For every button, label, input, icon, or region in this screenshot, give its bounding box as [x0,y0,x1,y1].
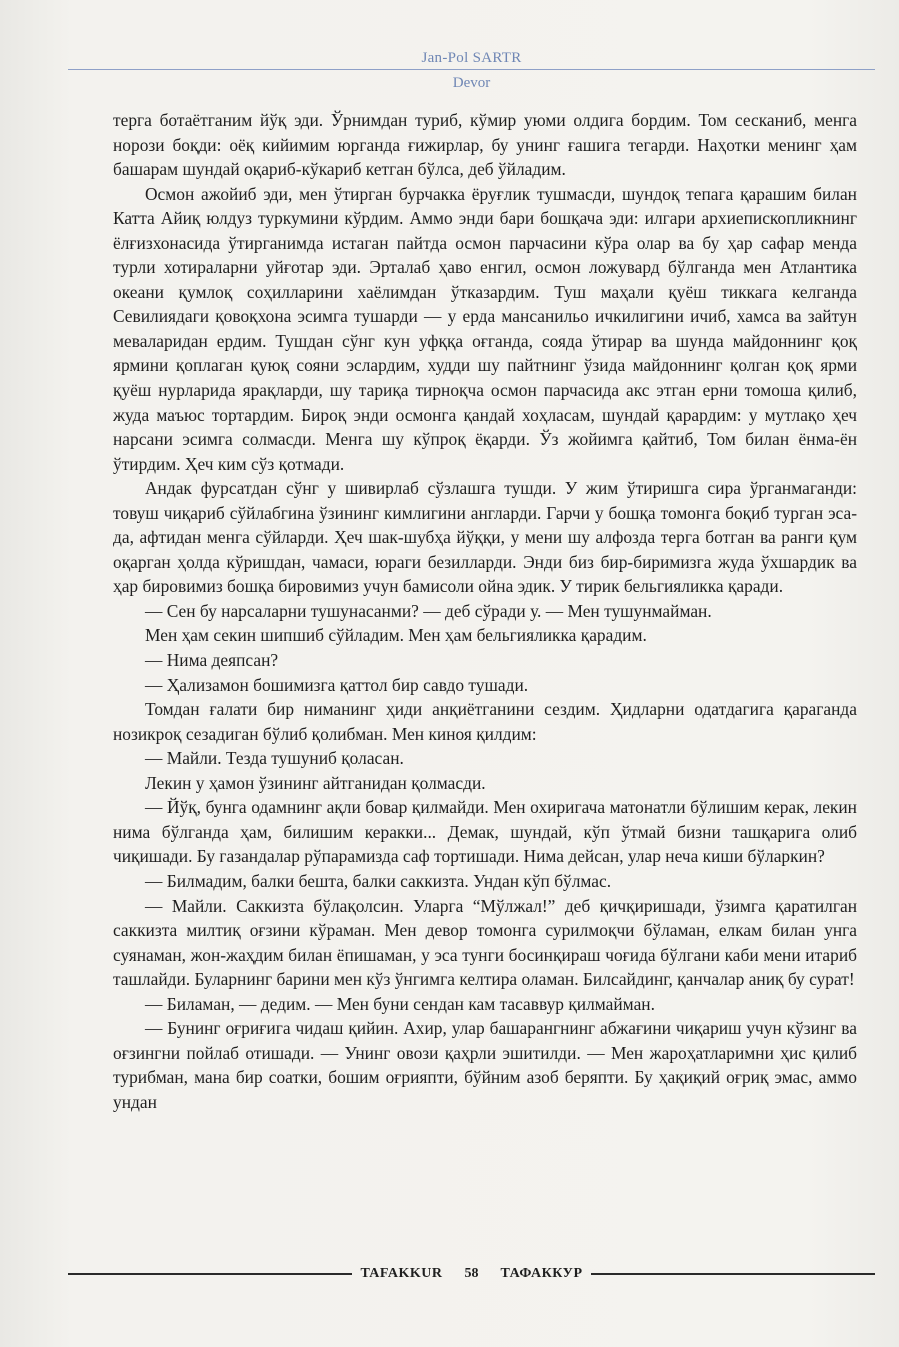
paragraph: Мен ҳам секин шипшиб сўйладим. Мен ҳам бельгияликка қарадим. [145,625,647,646]
dialogue-line: — Билмадим, балки бешта, балки саккизта. Ундан кўп бўлмас. [145,870,612,891]
footer-label-cyrillic: ТАФАККУР [500,1266,583,1281]
footer-rule-right [591,1273,875,1275]
header-book-title: Devor [452,75,491,91]
dialogue-line: — Нима деяпсан? [145,650,279,671]
dialogue-line: — Йўқ, бунга одамнинг ақли бовар қилмайди. Мен охиригача матонатли бўлишим керак, лекин нима бўлганда ҳам, билишим керакки... Демак, шундай, кўп ўтмай бизни ташқарига олиб чиқишади. Бу газандалар рўпарамизда саф тортишади. Нима дейсан, улар неча киши бўларкин? [113,797,857,867]
dialogue-line: — Майли. Саккизта бўлақолсин. Уларга “Мўлжал!” деб қичқиришади, ўзимга қаратилган саккизта милтиқ оғзини кўраман. Мен девор томонга сурилмоқчи бўламан, елкам билан унга суянаман, жон-жаҳдим билан ёпишаман, у эса тунги босинқираш чоғида бўлгани каби мени итариб ташлайди. Буларнинг барини мен кўз ўнгимга келтира оламан. Билсайдинг, қанчалар аниқ бу сурат! [113,895,857,990]
dialogue-line: — Сен бу нарсаларни тушунасанми? — деб сўради у. — Мен тушунмайман. [145,600,712,621]
paragraph: Лекин у ҳамон ўзининг айтганидан қолмасди. [145,772,486,793]
paragraph: Осмон ажойиб эди, мен ўтирган бурчакка ёруғлик тушмасди, шундоқ тепага қарашим билан Катта Айиқ юлдуз туркумини кўрдим. Аммо энди бари бошқача эди: илгари архиепископликнинг ёлғизхонасида ўтирганимда истаган пайтда осмон парчасини кўра олар ва бу ҳар сафар менда турли хотираларни уйғотар эди. Эрталаб ҳаво енгил, осмон ложувард бўлганда мен Атлантика океани қумлоқ соҳилларини хаёлимдан ўтказардим. Туш маҳали қуёш тиккага келганда Севилиядаги қовоқхона эсимга тушарди — у ерда мансанильо ичкилигини ичиб, хамса ва зайтун меваларидан ердим. Тушдан сўнг кун уфққа оғганда, сояда ўтирар ва шунда майдоннинг қоқ ярмини қоплаган қуюқ сояни эслардим, худди шу пайтнинг ўзида майдоннинг қолган қоқ ярми қуёш нурларида ярақларди, шу тариқа тирноқча осмон парчасида акс этган ерни томоша қилиб, жуда маъюс тортардим. Бироқ энди осмонга қандай хоҳласам, шундай қарардим: у мутлақо ҳеч нарсани эсимга солмасди. Менга шу кўпроқ ёқарди. Ўз жойимга қайтиб, Том билан ёнма-ён ўтирдим. Ҳеч ким сўз қотмади. [113,183,857,474]
running-footer [68,1262,875,1286]
dialogue-line: — Майли. Тезда тушуниб қоласан. [145,748,404,769]
paragraph: терга ботаётганим йўқ эди. Ўрнимдан туриб, кўмир уюми олдига бордим. Том сесканиб, менга норози боқди: оёқ кийимим юрганда ғижирлар, бу унинг ғашига тегарди. Наҳотки менинг ҳам башарам шундай оқариб-кўкариб кетган бўлса, деб ўйладим. [113,110,857,180]
page-number: 58 [464,1266,479,1281]
header-author: Jan-Pol SARTR [421,50,522,66]
paragraph: Андак фурсатдан сўнг у шивирлаб сўзлашга тушди. У жим ўтиришга сира ўрганмаганди: товуш чиқариб сўйлабгина ўзининг кимлигини англарди. Гарчи у бошқа томонга боқиб турган эса-да, афтидан менга сўйларди. Ҳеч шак-шубҳа йўққи, у мени шу алфозда терга ботган ва ранги қум оқарган ҳолда кўришдан, чамаси, юраги безилларди. Энди биз бир-биримизга жуда ўхшардик ва ҳар бировимиз бошқа бировимиз учун бамисоли ойна эдик. У тирик бельгияликка қаради. [113,478,857,597]
running-header [68,48,875,93]
footer-rule-left [68,1273,352,1275]
footer-label-latin: TAFAKKUR [360,1266,443,1281]
paragraph: Томдан ғалати бир ниманинг ҳиди анқиётганини сездим. Ҳидларни одатдагига қараганда нозикроқ сезадиган бўлиб қолибман. Мен киноя қилдим: [113,699,857,744]
body-text [113,108,857,1114]
dialogue-line: — Бунинг оғриғига чидаш қийин. Ахир, улар башарангнинг абжағини чиқариш учун кўзинг ва оғзингни пойлаб отишади. — Унинг овози қаҳрли эшитилди. — Мен жароҳатларимни ҳис қилиб турибман, мана бир соатки, бошим оғрияпти, бўйним азоб беряпти. Бу ҳақиқий оғриқ эмас, аммо ундан [113,1018,857,1112]
dialogue-line: — Биламан, — дедим. — Мен буни сендан кам тасаввур қилмайман. [145,993,655,1014]
header-rule [68,69,875,70]
dialogue-line: — Ҳализамон бошимизга қаттол бир савдо тушади. [145,674,529,695]
